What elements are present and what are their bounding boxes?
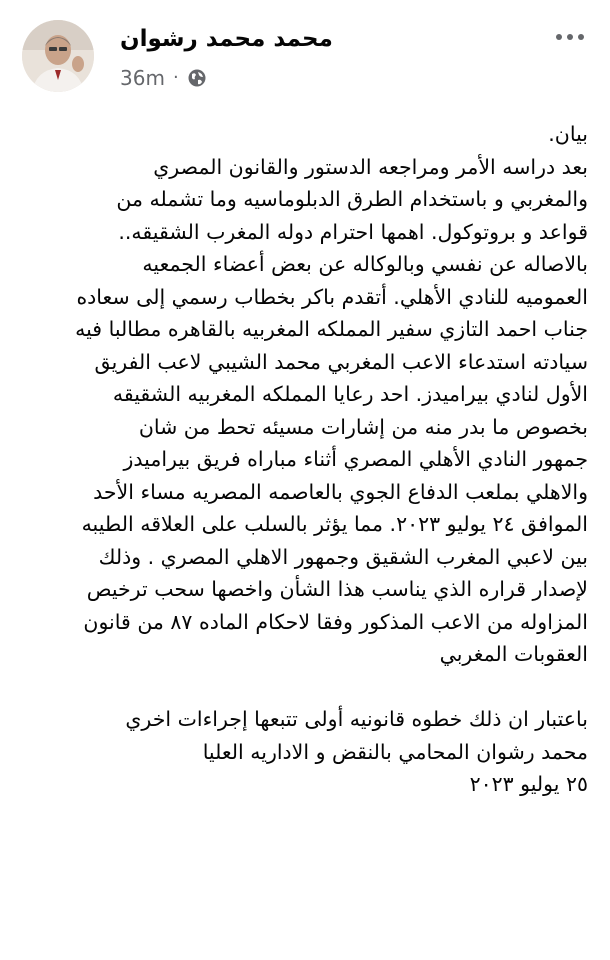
author-name[interactable]: محمد محمد رشوان [120, 26, 333, 52]
post-text-line: باعتبار ان ذلك خطوه قانونيه أولى تتبعها إجراءات اخري [125, 707, 588, 731]
more-options-icon[interactable] [556, 34, 584, 40]
paragraph-gap [14, 671, 588, 704]
meta-separator: · [172, 67, 179, 88]
dot-1 [556, 34, 562, 40]
post-text-line: ٢٥ يوليو ٢٠٢٣ [469, 772, 588, 796]
post-text-line: لإصدار قراره الذي يناسب هذا الشأن واخصها سحب ترخيص [86, 577, 588, 601]
post-text-line: جناب احمد التازي سفير المملكه المغربيه بالقاهره مطالبا فيه [75, 317, 588, 341]
post-timestamp[interactable]: 36m [120, 66, 165, 90]
post-text-line: جمهور النادي الأهلي المصري أثناء مباراه فريق بيراميدز [123, 447, 588, 471]
post-text-line: العموميه للنادي الأهلي. أتقدم باكر بخطاب رسمي إلى سعاده [76, 284, 588, 309]
post-text-line: بالاصاله عن نفسي وبالوكاله عن بعض أعضاء الجمعيه [142, 252, 588, 276]
post-text-line: قواعد و بروتوكول. اهمها احترام دوله المغرب الشقيقه.. [118, 219, 588, 244]
post-text-line: محمد رشوان المحامي بالنقض و الاداريه العليا [202, 739, 588, 764]
post-text-line: سيادته استدعاء الاعب المغربي محمد الشيبي لاعب الفريق [94, 349, 588, 374]
avatar-photo [22, 20, 94, 92]
post-body [14, 118, 588, 801]
post-text-line: الأول لنادي بيراميدز. احد رعايا المملكه المغربيه الشقيقه [112, 382, 588, 406]
globe-icon[interactable] [187, 68, 207, 88]
dot-2 [567, 34, 573, 40]
dot-3 [578, 34, 584, 40]
post-text-line: بخصوص ما بدر منه من إشارات مسيئه تحط من شان [138, 414, 588, 439]
post-text-line: بعد دراسه الأمر ومراجعه الدستور والقانون المصري [153, 154, 588, 179]
post-text-line: والاهلي بملعب الدفاع الجوي بالعاصمه المصريه مساء الأحد [93, 479, 588, 504]
post-header [18, 16, 592, 96]
post-text-line: المزاوله من الاعب المذكور وفقا لاحكام الماده ٨٧ من قانون [83, 609, 588, 634]
post-meta [120, 66, 207, 90]
post-text-line: العقوبات المغربي [439, 642, 588, 666]
post-text-line: بيان. [548, 122, 588, 146]
avatar[interactable] [22, 20, 94, 92]
post-text-line: والمغربي و باستخدام الطرق الدبلوماسيه وما تشمله من [116, 187, 588, 211]
post-text-line: بين لاعبي المغرب الشقيق وجمهور الاهلي المصري . وذلك [98, 544, 588, 569]
post-text-line: الموافق ٢٤ يوليو ٢٠٢٣. مما يؤثر بالسلب على العلاقه الطيبه [81, 512, 588, 536]
